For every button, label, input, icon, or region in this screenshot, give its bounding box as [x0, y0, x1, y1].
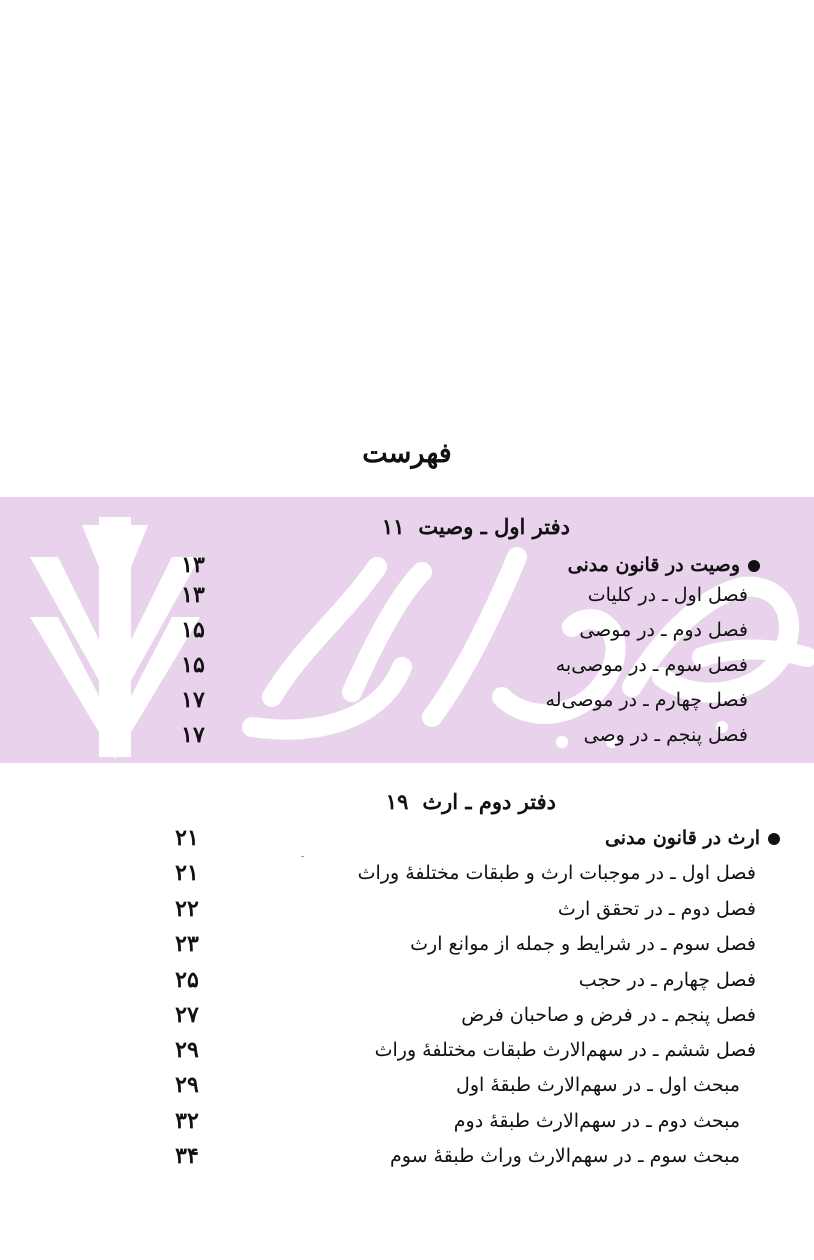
section-page-number: ۱۹ [385, 789, 409, 814]
entry-text: ارث در قانون مدنی [604, 827, 760, 849]
entry-text: فصل ششم ـ در سهم‌الارث طبقات مختلفهٔ وراث [374, 1039, 756, 1061]
entry-page-number: ۳۲ [175, 1108, 199, 1134]
bullet-icon [768, 833, 780, 845]
entry-text: مبحث سوم ـ در سهم‌الارث وراث طبقهٔ سوم [390, 1145, 740, 1167]
entry-text: وصیت در قانون مدنی [567, 554, 740, 576]
entry-text: فصل اول ـ در موجبات ارث و طبقات مختلفهٔ وراث [357, 862, 756, 884]
toc-entry [0, 1068, 814, 1102]
entry-page-number: ۱۷ [181, 687, 205, 713]
entry-text: فصل چهارم ـ در حجب [578, 969, 756, 991]
section-title-book-one [382, 514, 570, 539]
entry-text: فصل دوم ـ در تحقق ارث [557, 898, 756, 920]
entry-page-number: ۲۱ [175, 825, 199, 851]
entry-text: فصل پنجم ـ در فرض و صاحبان فرض [461, 1004, 756, 1026]
toc-entry [0, 718, 814, 752]
entry-heading [568, 548, 760, 582]
entry-page-number: ۱۳ [181, 582, 205, 608]
entry-page-number: ۱۳ [181, 552, 205, 578]
entry-text: فصل دوم ـ در موصی [579, 619, 748, 641]
section-page-number: ۱۱ [381, 514, 405, 539]
entry-text: مبحث اول ـ در سهم‌الارث طبقهٔ اول [456, 1074, 740, 1096]
section-title-text: دفتر دوم ـ ارث [422, 789, 556, 814]
entry-text: مبحث دوم ـ در سهم‌الارث طبقهٔ دوم [453, 1110, 740, 1132]
entry-page-number: ۲۵ [175, 967, 199, 993]
section-title-text: دفتر اول ـ وصیت [418, 514, 570, 539]
entry-text: فصل اول ـ در کلیات [587, 584, 748, 606]
toc-entry [0, 998, 814, 1032]
entry-page-number: ۲۱ [175, 860, 199, 886]
toc-entry [0, 892, 814, 926]
entry-page-number: ۱۷ [181, 722, 205, 748]
entry-page-number: ۳۴ [175, 1143, 199, 1169]
page-title: فهرست [362, 438, 452, 469]
toc-entry [0, 683, 814, 717]
toc-entry [0, 1033, 814, 1067]
toc-entry [0, 578, 814, 612]
entry-text: فصل پنجم ـ در وصی [583, 724, 748, 746]
bullet-icon [748, 560, 760, 572]
toc-entry [0, 613, 814, 647]
entry-text: فصل سوم ـ در شرایط و جمله از موانع ارث [410, 933, 756, 955]
entry-page-number: ۲۷ [175, 1002, 199, 1028]
toc-entry [0, 927, 814, 961]
entry-page-number: ۱۵ [181, 617, 205, 643]
entry-page-number: ۲۹ [175, 1037, 199, 1063]
toc-entry [0, 821, 814, 855]
entry-page-number: ۲۹ [175, 1072, 199, 1098]
entry-heading [605, 821, 780, 855]
section-title-book-two [386, 789, 556, 814]
entry-page-number: ۲۳ [175, 931, 199, 957]
entry-text: فصل چهارم ـ در موصی‌له [545, 689, 748, 711]
toc-entry [0, 963, 814, 997]
toc-entry [0, 1104, 814, 1138]
toc-entry [0, 1139, 814, 1173]
entry-text: فصل سوم ـ در موصی‌به [555, 654, 748, 676]
toc-entry [0, 856, 814, 890]
entry-page-number: ۲۲ [175, 896, 199, 922]
toc-entry [0, 648, 814, 682]
toc-entry [0, 548, 814, 582]
entry-page-number: ۱۵ [181, 652, 205, 678]
